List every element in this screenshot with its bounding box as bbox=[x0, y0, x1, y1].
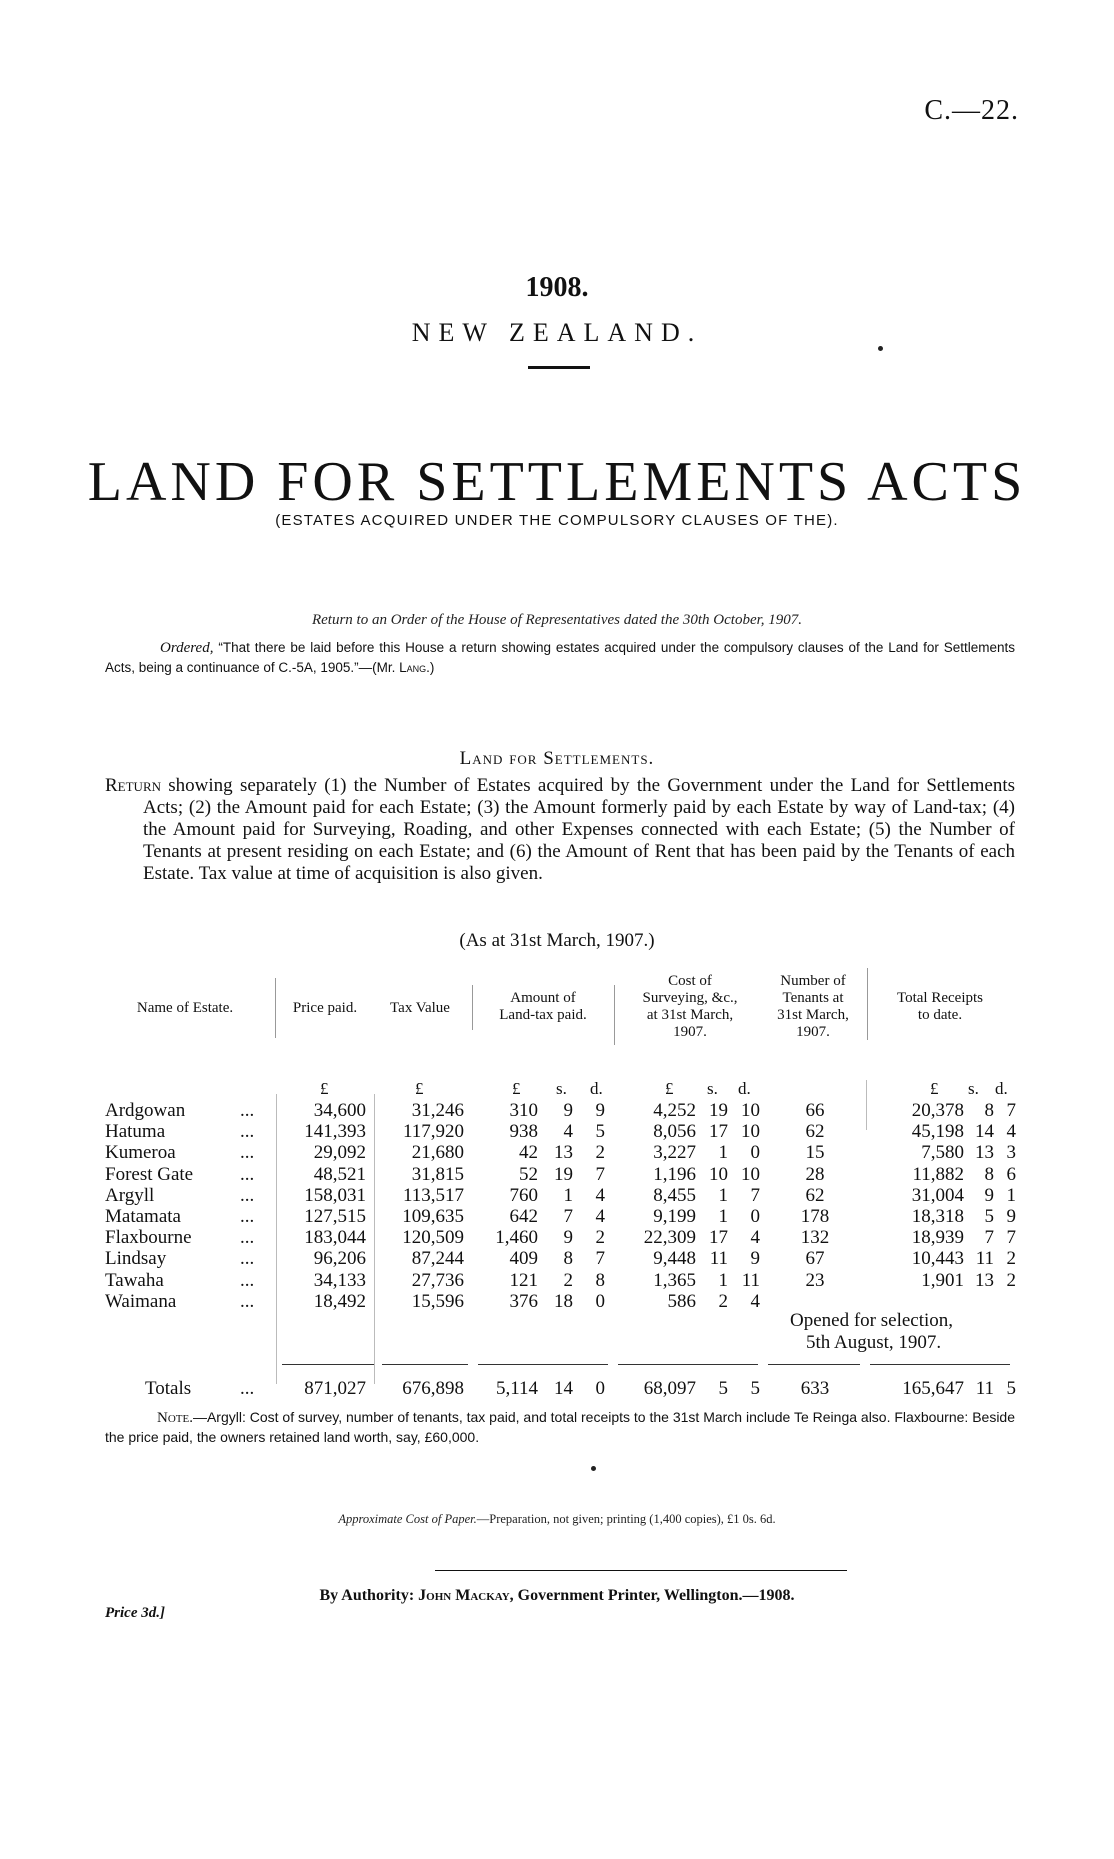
landtax-pence: 9 bbox=[595, 1100, 605, 1121]
header-tenants-2: Tenants at bbox=[782, 990, 844, 1006]
receipts-shillings: 14 bbox=[975, 1121, 994, 1143]
total-leader-dots: ... bbox=[240, 1378, 255, 1399]
unit-shilling: s. bbox=[707, 1079, 718, 1098]
tenant-count: 62 bbox=[805, 1121, 825, 1143]
leader-dots: ... bbox=[240, 1121, 255, 1143]
estate-name: Waimana bbox=[105, 1290, 177, 1312]
header-price: Price paid. bbox=[292, 1000, 358, 1016]
note-label: Note. bbox=[157, 1410, 193, 1426]
receipts-pounds: 45,198 bbox=[911, 1121, 964, 1143]
cost-pence: 7 bbox=[750, 1184, 760, 1206]
as-at-date: (As at 31st March, 1907.) bbox=[459, 930, 655, 951]
year: 1908. bbox=[525, 272, 589, 303]
receipts-pounds: 18,939 bbox=[911, 1227, 964, 1249]
receipts-pounds: 7,580 bbox=[921, 1142, 964, 1164]
total-rule bbox=[768, 1364, 860, 1365]
landtax-shillings: 2 bbox=[563, 1269, 573, 1291]
total-rule bbox=[382, 1364, 468, 1365]
header-cost-2: Surveying, &c., bbox=[642, 990, 738, 1006]
section-heading: Land for Settlements. bbox=[459, 748, 655, 769]
unit-shilling: s. bbox=[968, 1079, 979, 1098]
cost-pounds: 586 bbox=[667, 1290, 696, 1312]
unit-pound: £ bbox=[665, 1079, 674, 1098]
estate-name: Hatuma bbox=[105, 1121, 166, 1143]
landtax-shillings: 18 bbox=[554, 1290, 573, 1312]
leader-dots: ... bbox=[240, 1206, 255, 1227]
receipts-pounds: 10,443 bbox=[911, 1248, 964, 1270]
receipts-pounds: 20,378 bbox=[911, 1100, 964, 1121]
unit-pence: d. bbox=[738, 1079, 751, 1098]
tax-value: 27,736 bbox=[411, 1269, 464, 1291]
receipts-shillings: 13 bbox=[975, 1142, 994, 1164]
tax-value: 120,509 bbox=[402, 1227, 464, 1249]
short-rule bbox=[528, 366, 590, 369]
estate-name: Ardgowan bbox=[105, 1100, 186, 1121]
cost-pounds: 9,199 bbox=[653, 1206, 696, 1227]
landtax-pence: 4 bbox=[595, 1184, 605, 1206]
header-landtax-1: Amount of bbox=[510, 990, 576, 1006]
receipts-pence: 1 bbox=[1006, 1184, 1016, 1206]
tenant-count: 23 bbox=[805, 1269, 825, 1291]
cost-pence: 4 bbox=[750, 1227, 760, 1249]
receipts-shillings: 11 bbox=[975, 1248, 994, 1270]
landtax-pounds: 409 bbox=[509, 1248, 538, 1270]
cost-shillings: 1 bbox=[718, 1206, 728, 1227]
tax-value: 31,815 bbox=[411, 1163, 464, 1185]
unit-pound: £ bbox=[415, 1079, 424, 1098]
receipts-pence: 9 bbox=[1006, 1206, 1016, 1227]
landtax-shillings: 1 bbox=[563, 1184, 573, 1206]
tax-value: 109,635 bbox=[402, 1206, 464, 1227]
total-cost-pence: 5 bbox=[750, 1378, 760, 1399]
landtax-pounds: 760 bbox=[509, 1184, 538, 1206]
approx-label: Approximate Cost of Paper. bbox=[338, 1512, 477, 1526]
landtax-pounds: 310 bbox=[509, 1100, 538, 1121]
stray-mark bbox=[878, 346, 883, 351]
receipts-pounds: 31,004 bbox=[911, 1184, 964, 1206]
landtax-pence: 2 bbox=[595, 1142, 605, 1164]
landtax-pounds: 1,460 bbox=[495, 1227, 538, 1249]
cost-shillings: 10 bbox=[709, 1163, 728, 1185]
cost-shillings: 11 bbox=[709, 1248, 728, 1270]
leader-dots: ... bbox=[240, 1142, 255, 1164]
estate-name: Lindsay bbox=[105, 1248, 167, 1270]
receipts-pence: 4 bbox=[1006, 1121, 1016, 1143]
total-landtax-pounds: 5,114 bbox=[495, 1378, 538, 1399]
header-tenants-4: 1907. bbox=[796, 1024, 830, 1040]
cost-pounds: 4,252 bbox=[653, 1100, 696, 1121]
leader-dots: ... bbox=[240, 1227, 255, 1249]
unit-pence: d. bbox=[995, 1079, 1008, 1098]
price: Price 3d.] bbox=[105, 1605, 165, 1621]
landtax-pounds: 938 bbox=[509, 1121, 538, 1143]
receipts-shillings: 8 bbox=[984, 1163, 994, 1185]
return-paragraph bbox=[105, 775, 1015, 885]
price-paid: 29,092 bbox=[313, 1142, 366, 1164]
tenant-count: 62 bbox=[805, 1184, 825, 1206]
ordered-paragraph bbox=[105, 638, 1015, 677]
cost-pounds: 8,056 bbox=[653, 1121, 696, 1143]
price-paid: 96,206 bbox=[313, 1248, 366, 1270]
total-estate-name: Totals bbox=[145, 1378, 192, 1399]
landtax-shillings: 9 bbox=[563, 1100, 573, 1121]
header-name: Name of Estate. bbox=[136, 1000, 234, 1016]
landtax-shillings: 8 bbox=[563, 1248, 573, 1270]
receipts-pence: 6 bbox=[1006, 1163, 1016, 1185]
ordered-member: Lang bbox=[399, 660, 427, 675]
leader-dots: ... bbox=[240, 1290, 255, 1312]
total-landtax-shillings: 14 bbox=[554, 1378, 573, 1399]
total-rule bbox=[478, 1364, 608, 1365]
total-receipts-shillings: 11 bbox=[975, 1378, 994, 1399]
landtax-pounds: 121 bbox=[509, 1269, 538, 1291]
header-divider bbox=[867, 968, 868, 1040]
cost-pounds: 8,455 bbox=[653, 1184, 696, 1206]
cost-shillings: 1 bbox=[718, 1269, 728, 1291]
cost-pence: 0 bbox=[750, 1206, 760, 1227]
receipts-pence: 7 bbox=[1006, 1227, 1016, 1249]
header-cost-4: 1907. bbox=[673, 1024, 707, 1040]
receipts-pounds: 18,318 bbox=[911, 1206, 964, 1227]
receipts-shillings: 9 bbox=[984, 1184, 994, 1206]
total-rule bbox=[870, 1364, 1010, 1365]
tenant-count: 15 bbox=[805, 1142, 825, 1164]
cost-pounds: 3,227 bbox=[653, 1142, 696, 1164]
landtax-pence: 5 bbox=[595, 1121, 605, 1143]
column-divider bbox=[866, 1080, 867, 1130]
receipts-shillings: 13 bbox=[975, 1269, 994, 1291]
total-price-paid: 871,027 bbox=[304, 1378, 366, 1399]
price-paid: 183,044 bbox=[304, 1227, 366, 1249]
tenant-count: 66 bbox=[805, 1100, 825, 1121]
tenant-count: 67 bbox=[805, 1248, 825, 1270]
document-reference: C.—22. bbox=[924, 95, 1019, 126]
receipts-pence: 7 bbox=[1006, 1100, 1016, 1121]
price-paid: 141,393 bbox=[304, 1121, 366, 1143]
header-cost-3: at 31st March, bbox=[646, 1007, 734, 1023]
return-text: showing separately (1) the Number of Estates acquired by the Government under the Land for Settlements Acts; (2) the Amount paid for each Estate; (3) the Amount formerly paid by each Estate by way of Land-tax; (4) the Amount paid for Surveying, Roading, and other Expenses connected with each Estate; (5) the Number of Tenants at present residing on each Estate; and (6) the Amount of Rent that has been paid by the Tenants of each Estate. Tax value at time of acquisition is also given. bbox=[143, 775, 1015, 884]
document-subtitle: (ESTATES ACQUIRED UNDER THE COMPULSORY CLAUSES OF THE). bbox=[275, 512, 839, 529]
header-divider bbox=[472, 985, 473, 1030]
price-paid: 127,515 bbox=[304, 1206, 366, 1227]
note-text: —Argyll: Cost of survey, number of tenants, tax paid, and total receipts to the 31st March include Te Reinga also. Flaxbourne: Beside the price paid, the owners retained land worth, say, £60,000. bbox=[105, 1409, 1015, 1445]
cost-pence: 4 bbox=[750, 1290, 760, 1312]
header-tenants-3: 31st March, bbox=[777, 1007, 849, 1023]
cost-pounds: 1,196 bbox=[653, 1163, 696, 1185]
landtax-shillings: 19 bbox=[554, 1163, 573, 1185]
printer-authority bbox=[0, 1587, 1114, 1605]
leader-dots: ... bbox=[240, 1184, 255, 1206]
header-divider bbox=[614, 985, 615, 1045]
receipts-pence: 2 bbox=[1006, 1248, 1016, 1270]
tax-value: 87,244 bbox=[411, 1248, 464, 1270]
estate-name: Argyll bbox=[105, 1184, 155, 1206]
price-paid: 158,031 bbox=[304, 1184, 366, 1206]
waimana-note-line-1: Opened for selection, bbox=[790, 1310, 954, 1331]
unit-pound: £ bbox=[930, 1079, 939, 1098]
tax-value: 117,920 bbox=[402, 1121, 464, 1143]
receipts-pounds: 1,901 bbox=[921, 1269, 964, 1291]
header-receipts-2: to date. bbox=[917, 1007, 963, 1023]
landtax-pounds: 376 bbox=[509, 1290, 538, 1312]
cost-shillings: 17 bbox=[709, 1227, 728, 1249]
header-tenants-1: Number of bbox=[780, 973, 846, 989]
cost-shillings: 1 bbox=[718, 1184, 728, 1206]
receipts-pence: 2 bbox=[1006, 1269, 1016, 1291]
estate-name: Tawaha bbox=[105, 1269, 164, 1291]
cost-pence: 11 bbox=[741, 1269, 760, 1291]
cost-shillings: 19 bbox=[709, 1100, 728, 1121]
landtax-pounds: 52 bbox=[519, 1163, 538, 1185]
tax-value: 21,680 bbox=[411, 1142, 464, 1164]
cost-pence: 9 bbox=[750, 1248, 760, 1270]
price-paid: 34,133 bbox=[313, 1269, 366, 1291]
total-tax-value: 676,898 bbox=[402, 1378, 464, 1399]
total-cost-shillings: 5 bbox=[718, 1378, 728, 1399]
approx-text: —Preparation, not given; printing (1,400 copies), £1 0s. 6d. bbox=[476, 1512, 776, 1526]
cost-pence: 0 bbox=[750, 1142, 760, 1164]
landtax-pence: 4 bbox=[595, 1206, 605, 1227]
cost-pence: 10 bbox=[741, 1163, 760, 1185]
estate-name: Matamata bbox=[105, 1206, 181, 1227]
ordered-end: .) bbox=[426, 660, 435, 675]
authority-prefix: By Authority: bbox=[319, 1587, 419, 1604]
total-tenant-count: 633 bbox=[800, 1378, 830, 1399]
leader-dots: ... bbox=[240, 1100, 255, 1121]
landtax-shillings: 4 bbox=[563, 1121, 573, 1143]
header-landtax-2: Land-tax paid. bbox=[499, 1007, 587, 1023]
landtax-pence: 0 bbox=[595, 1290, 605, 1312]
total-cost-pounds: 68,097 bbox=[643, 1378, 696, 1399]
landtax-shillings: 9 bbox=[563, 1227, 573, 1249]
tax-value: 31,246 bbox=[411, 1100, 464, 1121]
cost-pence: 10 bbox=[741, 1100, 760, 1121]
return-to-order: Return to an Order of the House of Representatives dated the 30th October, 1907. bbox=[311, 612, 803, 628]
cost-shillings: 1 bbox=[718, 1142, 728, 1164]
cost-pence: 10 bbox=[741, 1121, 760, 1143]
column-divider bbox=[276, 1094, 277, 1384]
price-paid: 48,521 bbox=[313, 1163, 366, 1185]
ordered-label: Ordered, bbox=[160, 640, 214, 656]
total-landtax-pence: 0 bbox=[595, 1378, 605, 1399]
cost-shillings: 17 bbox=[709, 1121, 728, 1143]
unit-shilling: s. bbox=[556, 1079, 567, 1098]
unit-pound: £ bbox=[512, 1079, 521, 1098]
landtax-pounds: 42 bbox=[519, 1142, 538, 1164]
return-first-word: Return bbox=[105, 775, 162, 796]
cost-pounds: 1,365 bbox=[653, 1269, 696, 1291]
landtax-pounds: 642 bbox=[509, 1206, 538, 1227]
landtax-shillings: 7 bbox=[563, 1206, 573, 1227]
tenant-count: 28 bbox=[805, 1163, 825, 1185]
leader-dots: ... bbox=[240, 1248, 255, 1270]
header-tax-value: Tax Value bbox=[390, 1000, 450, 1016]
receipts-shillings: 7 bbox=[984, 1227, 994, 1249]
landtax-pence: 2 bbox=[595, 1227, 605, 1249]
cost-shillings: 2 bbox=[718, 1290, 728, 1312]
column-divider bbox=[374, 1094, 375, 1384]
cost-pounds: 9,448 bbox=[653, 1248, 696, 1270]
header-divider bbox=[275, 978, 276, 1038]
stray-mark bbox=[591, 1466, 596, 1471]
tax-value: 15,596 bbox=[411, 1290, 464, 1312]
tenant-count: 132 bbox=[800, 1227, 830, 1249]
leader-dots: ... bbox=[240, 1269, 255, 1291]
waimana-note-line-2: 5th August, 1907. bbox=[806, 1332, 942, 1353]
receipts-shillings: 5 bbox=[984, 1206, 994, 1227]
document-title: LAND FOR SETTLEMENTS ACTS bbox=[87, 451, 1027, 513]
unit-pound: £ bbox=[320, 1079, 329, 1098]
cost-of-paper bbox=[0, 1512, 1114, 1527]
landtax-pence: 7 bbox=[595, 1248, 605, 1270]
country: NEW ZEALAND. bbox=[411, 318, 703, 347]
header-cost-1: Cost of bbox=[668, 973, 712, 989]
receipts-shillings: 8 bbox=[984, 1100, 994, 1121]
total-rule bbox=[618, 1364, 758, 1365]
printer-name: John Mackay bbox=[418, 1587, 510, 1604]
authority-rule bbox=[435, 1570, 847, 1571]
price-paid: 34,600 bbox=[313, 1100, 366, 1121]
estate-name: Kumeroa bbox=[105, 1142, 176, 1164]
tenant-count: 178 bbox=[800, 1206, 830, 1227]
total-rule bbox=[282, 1364, 374, 1365]
tax-value: 113,517 bbox=[402, 1184, 464, 1206]
receipts-pence: 3 bbox=[1006, 1142, 1016, 1164]
total-receipts-pounds: 165,647 bbox=[902, 1378, 964, 1399]
price-paid: 18,492 bbox=[313, 1290, 366, 1312]
estate-name: Flaxbourne bbox=[105, 1227, 192, 1249]
landtax-pence: 8 bbox=[595, 1269, 605, 1291]
ordered-text: “That there be laid before this House a return showing estates acquired under the compulsory clauses of the Land for Settlements Acts, being a continuance of C.-5A, 1905.”—(Mr. bbox=[105, 640, 1015, 675]
total-receipts-pence: 5 bbox=[1006, 1378, 1016, 1399]
estate-name: Forest Gate bbox=[105, 1163, 194, 1185]
landtax-pence: 7 bbox=[595, 1163, 605, 1185]
landtax-shillings: 13 bbox=[554, 1142, 573, 1164]
header-receipts-1: Total Receipts bbox=[896, 990, 983, 1006]
unit-pence: d. bbox=[590, 1079, 603, 1098]
leader-dots: ... bbox=[240, 1163, 255, 1185]
cost-pounds: 22,309 bbox=[643, 1227, 696, 1249]
receipts-pounds: 11,882 bbox=[912, 1163, 964, 1185]
table-note bbox=[105, 1408, 1015, 1447]
authority-suffix: , Government Printer, Wellington.—1908. bbox=[509, 1587, 795, 1604]
